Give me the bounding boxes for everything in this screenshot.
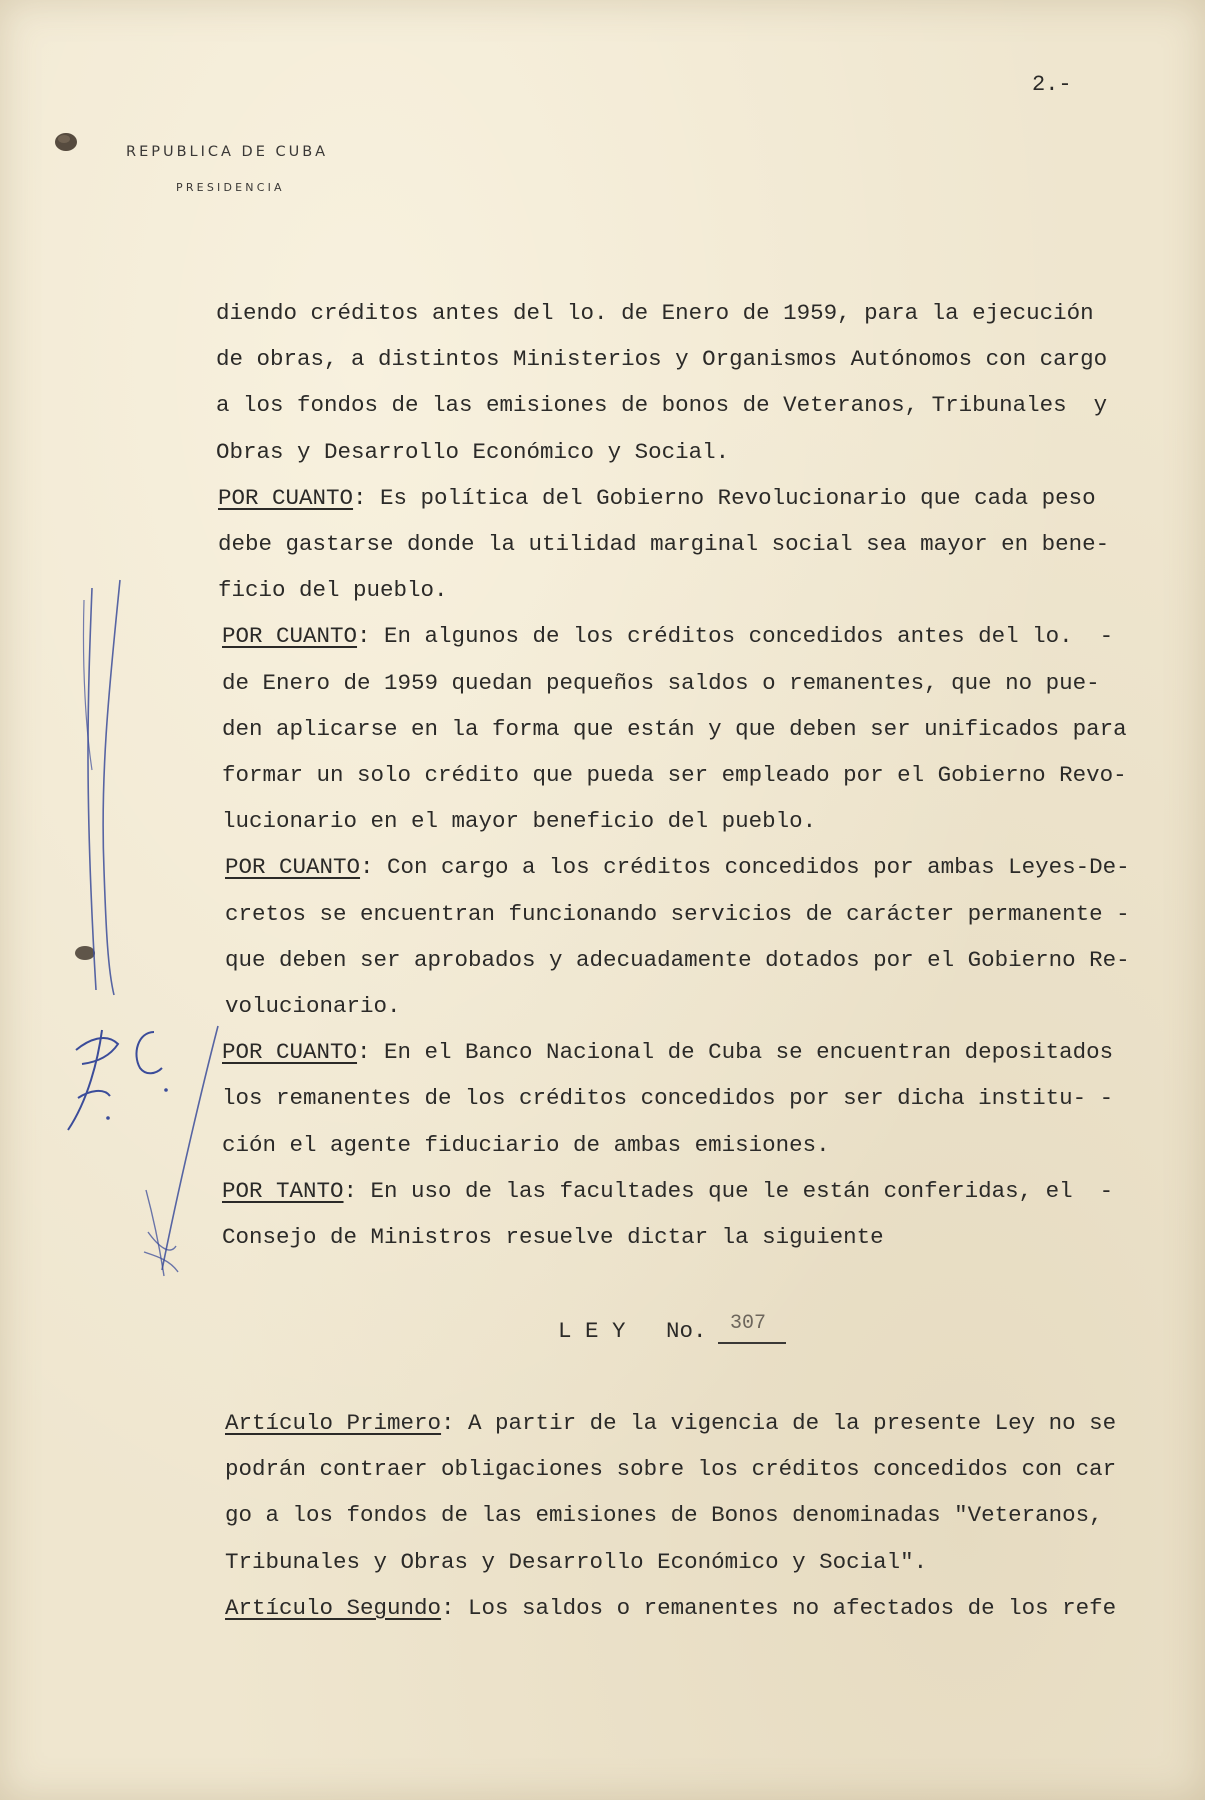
- clause-line: den aplicarse en la forma que están y que deben ser unificados para: [222, 715, 1127, 742]
- clause-text: : En uso de las facultades que le están conferidas, el -: [343, 1177, 1114, 1204]
- body-line: a los fondos de las emisiones de bonos de Veteranos, Tribunales y: [216, 392, 1108, 419]
- letterhead-republica: REPUBLICA DE CUBA: [126, 144, 329, 160]
- page-number: 2.-: [1032, 72, 1072, 97]
- clause-first-line: [222, 623, 1113, 649]
- punch-hole-mark-icon: [44, 122, 84, 162]
- clause-line: que deben ser aprobados y adecuadamente dotados por el Gobierno Re-: [225, 946, 1130, 973]
- article-line: go a los fondos de las emisiones de Bonos denominadas "Veteranos,: [225, 1502, 1103, 1529]
- letterhead-presidencia: PRESIDENCIA: [176, 181, 285, 194]
- clause-label: POR TANTO: [222, 1177, 344, 1204]
- law-number-handwritten: 307: [730, 1312, 767, 1335]
- clause-text: : En algunos de los créditos concedidos antes del lo. -: [357, 623, 1114, 650]
- law-title: L E Y No.: [558, 1318, 707, 1344]
- article-first-line: [225, 1595, 1116, 1621]
- clause-line: cretos se encuentran funcionando servicios de carácter permanente -: [225, 900, 1130, 927]
- clause-text: : En el Banco Nacional de Cuba se encuentran depositados: [357, 1039, 1114, 1066]
- clause-label: POR CUANTO: [225, 854, 361, 881]
- article-label: Artículo Primero: [225, 1410, 442, 1436]
- clause-line: ficio del pueblo.: [218, 577, 448, 604]
- clause-line: de Enero de 1959 quedan pequeños saldos o remanentes, que no pue-: [222, 669, 1100, 696]
- clause-line: ción el agente fiduciario de ambas emisiones.: [222, 1131, 830, 1158]
- law-number-underline: [718, 1342, 786, 1344]
- clause-text: : Con cargo a los créditos concedidos por ambas Leyes-De-: [360, 854, 1130, 881]
- margin-pen-strokes-icon: [70, 570, 130, 1000]
- article-label: Artículo Segundo: [225, 1594, 442, 1621]
- clause-text: : Es política del Gobierno Revolucionario que cada peso: [353, 484, 1096, 511]
- margin-check-stroke-icon: [140, 1020, 230, 1280]
- article-first-line: [225, 1410, 1116, 1436]
- clause-label: POR CUANTO: [218, 484, 354, 511]
- body-line: Obras y Desarrollo Económico y Social.: [216, 438, 730, 465]
- clause-first-line: [222, 1039, 1113, 1065]
- clause-label: POR CUANTO: [222, 623, 358, 650]
- clause-first-line: [225, 854, 1130, 880]
- article-line: Tribunales y Obras y Desarrollo Económico y Social".: [225, 1548, 928, 1575]
- clause-label: POR CUANTO: [222, 1039, 358, 1066]
- clause-first-line: [222, 1178, 1113, 1204]
- clause-line: Consejo de Ministros resuelve dictar la siguiente: [222, 1224, 884, 1250]
- body-line: de obras, a distintos Ministerios y Organismos Autónomos con cargo: [216, 346, 1108, 373]
- clause-line: formar un solo crédito que pueda ser empleado por el Gobierno Revo-: [222, 762, 1127, 788]
- article-text: : Los saldos o remanentes no afectados de los refe: [441, 1594, 1117, 1621]
- clause-first-line: [218, 485, 1096, 511]
- body-line: diendo créditos antes del lo. de Enero de 1959, para la ejecución: [216, 300, 1094, 326]
- clause-line: lucionario en el mayor beneficio del pueblo.: [222, 808, 817, 835]
- article-text: : A partir de la vigencia de la presente Ley no se: [441, 1410, 1117, 1436]
- clause-line: volucionario.: [225, 993, 401, 1019]
- clause-line: los remanentes de los créditos concedidos por ser dicha institu- -: [222, 1085, 1114, 1112]
- clause-line: debe gastarse donde la utilidad marginal social sea mayor en bene-: [218, 531, 1110, 557]
- article-line: podrán contraer obligaciones sobre los créditos concedidos con car: [225, 1456, 1117, 1483]
